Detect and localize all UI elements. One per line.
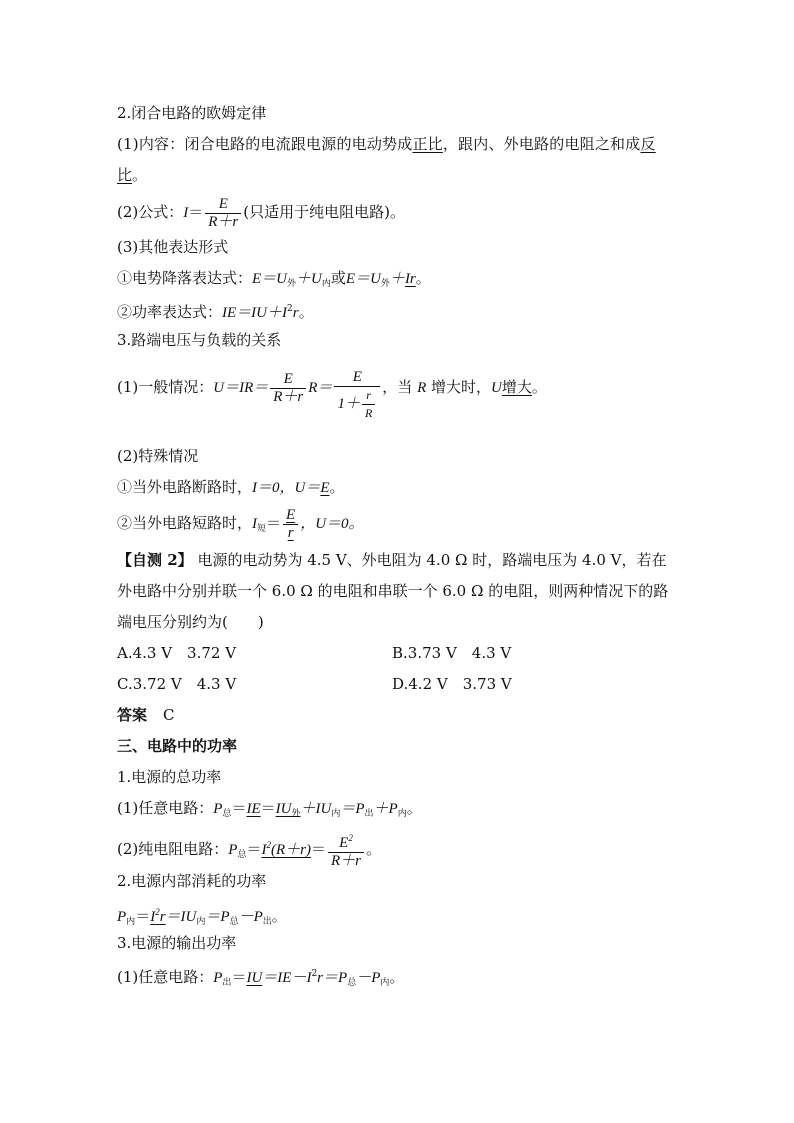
option-text: D.4.2 V 3.73 V [392, 675, 512, 693]
text: 3.电源的输出功率 [117, 934, 237, 952]
text: 1.电源的总功率 [117, 768, 222, 786]
math: (R＋r) [270, 842, 311, 858]
option-b [392, 643, 511, 663]
math: E＝U [345, 271, 381, 287]
fraction-answer [283, 507, 298, 542]
math: －P [238, 909, 263, 925]
formula-total-pure [117, 825, 381, 875]
denominator: r [287, 524, 294, 541]
superscript: 2 [348, 833, 353, 843]
math: I [183, 205, 189, 221]
superscript: 2 [287, 304, 293, 314]
answer-label: 答案 [117, 706, 148, 724]
math: P [117, 909, 127, 925]
answer-blank [150, 909, 165, 925]
subscript: 内 [397, 809, 407, 819]
subscript: 总 [237, 850, 247, 860]
text: 。 [329, 478, 345, 496]
fraction [334, 369, 380, 422]
content-line-2 [117, 165, 147, 185]
content-line-power-expr [117, 299, 314, 323]
answer-blank: 比 [117, 166, 133, 184]
content-line-1 [117, 134, 656, 154]
text: 。 [271, 907, 287, 925]
subscript: 内 [380, 978, 390, 988]
math: ＝IU [165, 909, 197, 925]
subscript: 内 [196, 917, 206, 927]
text: (2)纯电阻电路： [117, 840, 229, 858]
math: ＝IE－I [262, 970, 312, 986]
section-heading-power [117, 736, 237, 756]
text: 外电路中分别并联一个 6.0 Ω 的电阻和串联一个 6.0 Ω 的电阻，则两种情况下的路 [117, 582, 669, 600]
text: 端电压分别约为( ) [117, 613, 264, 631]
text: 增大时， [426, 378, 492, 396]
subscript: 总 [222, 809, 232, 819]
text: 。 [365, 840, 381, 858]
text: (1)一般情况： [117, 378, 214, 396]
math: ＝P [205, 909, 230, 925]
text: 。 [406, 799, 422, 817]
subscript: 出 [262, 917, 272, 927]
math: IU [275, 801, 292, 817]
fraction [328, 830, 364, 870]
math: I [261, 842, 267, 858]
math: I＝0，U＝ [252, 480, 321, 496]
math: E＝U [252, 271, 288, 287]
answer-blank: IU [246, 970, 263, 986]
content-line-voltage-drop [117, 268, 431, 294]
numerator: E [334, 369, 380, 387]
formula-total-any [117, 798, 422, 824]
denominator [334, 387, 380, 422]
numerator: E [205, 196, 241, 214]
option-a [117, 643, 236, 663]
math: ＋U [296, 271, 322, 287]
subscript: 外 [291, 809, 301, 819]
superscript: 2 [155, 907, 160, 917]
math: P [213, 970, 223, 986]
fraction [270, 371, 306, 406]
answer-blank: 正比 [412, 135, 443, 153]
numerator: r [362, 387, 375, 405]
math: ＋IU [300, 801, 332, 817]
text: (1)内容：闭合电路的电流跟电源的电动势成 [117, 135, 413, 153]
option-c [117, 674, 236, 694]
text: 。 [298, 303, 314, 321]
text: (3)其他表达形式 [117, 238, 229, 256]
answer-blank: E [320, 480, 330, 496]
text: ，跟内、外电路的电阻之和成 [442, 135, 641, 153]
numerator [328, 830, 364, 853]
text: ①当外电路断路时， [117, 478, 253, 496]
formula-line-general [117, 362, 547, 422]
quiz-line-1 [117, 550, 667, 570]
answer-blank [276, 799, 301, 817]
math: ＝ [135, 907, 151, 925]
subscript: 出 [222, 978, 232, 988]
superscript: 2 [266, 840, 271, 850]
math: 1＋ [337, 396, 360, 412]
formula-internal [117, 902, 287, 932]
answer-blank: 增大 [501, 378, 532, 396]
denominator: R＋r [273, 388, 304, 405]
formula-output-any [117, 964, 404, 993]
math: －P [356, 970, 381, 986]
heading-text: 3.路端电压与负载的关系 [117, 331, 282, 349]
content-line-other-forms [117, 237, 228, 257]
text: ②功率表达式： [117, 303, 223, 321]
math: P [213, 801, 223, 817]
heading-text: 三、电路中的功率 [117, 737, 238, 755]
answer-line [117, 705, 175, 725]
text: 。 [389, 968, 405, 986]
denominator: R＋r [208, 213, 239, 230]
math: I [252, 516, 258, 532]
subscript: 短 [257, 524, 267, 534]
text: 。 [415, 269, 431, 287]
text: 。 [531, 378, 547, 396]
math: ＝P [340, 801, 365, 817]
math: ＝ [246, 840, 262, 858]
math: E [339, 835, 349, 851]
text: 或 [330, 269, 346, 287]
option-text: C.3.72 V 4.3 V [117, 675, 237, 693]
text: (2)特殊情况 [117, 447, 199, 465]
subscript: 出 [364, 809, 374, 819]
text: ①电势降落表达式： [117, 269, 253, 287]
subheading-internal-power [117, 871, 266, 891]
quiz-line-2 [117, 581, 668, 601]
quiz-line-3 [117, 612, 264, 632]
subscript: 外 [380, 279, 390, 289]
fraction [205, 196, 241, 231]
text: (只适用于纯电阻电路)。 [243, 203, 405, 221]
subscript: 总 [347, 978, 357, 988]
section-heading-terminal-voltage [117, 330, 281, 350]
subscript: 内 [321, 279, 331, 289]
content-line-special [117, 446, 198, 466]
math: ＋P [373, 801, 398, 817]
subheading-total-power [117, 767, 221, 787]
text: (1)任意电路： [117, 968, 214, 986]
subheading-output-power [117, 933, 236, 953]
denominator: R＋r [330, 853, 361, 869]
math: ＝ [231, 799, 247, 817]
answer-blank: 反 [640, 135, 656, 153]
answer-blank: Ir [404, 271, 416, 287]
math: ＝ [266, 514, 282, 532]
option-text: B.3.73 V 4.3 V [392, 644, 512, 662]
math: r [159, 909, 166, 925]
text: ，当 [382, 378, 418, 396]
math: ＝ [188, 203, 204, 221]
answer-blank: IE [246, 801, 261, 817]
formula-line [117, 192, 405, 233]
option-text: A.4.3 V 3.72 V [117, 644, 237, 662]
math: R [417, 380, 427, 396]
subscript: 内 [126, 917, 136, 927]
math: U [491, 380, 502, 396]
math: r＝P [317, 970, 348, 986]
denominator: R [364, 406, 373, 421]
content-line-open-circuit [117, 477, 345, 498]
math: ＝ [310, 840, 326, 858]
math: ＝ [231, 968, 247, 986]
subscript: 总 [229, 917, 239, 927]
text: 2.电源内部消耗的功率 [117, 872, 267, 890]
math: P [228, 842, 238, 858]
answer-value: C [163, 706, 175, 724]
text: (1)任意电路： [117, 799, 214, 817]
text: (2)公式： [117, 203, 184, 221]
text: 。 [132, 166, 148, 184]
numerator: E [270, 371, 306, 389]
section-heading-ohms-law [117, 103, 266, 123]
math: ＋ [389, 271, 405, 287]
heading-text: 2.闭合电路的欧姆定律 [117, 104, 267, 122]
quiz-tag: 【自测 2】 [117, 551, 193, 569]
math: ＝ [260, 799, 276, 817]
subscript: 外 [287, 279, 297, 289]
math: ，U＝0。 [300, 516, 364, 532]
math: r [292, 305, 299, 321]
subscript: 内 [331, 809, 341, 819]
nested-fraction [362, 387, 375, 422]
math: U＝IR＝ [213, 380, 269, 396]
math: I [150, 909, 156, 925]
text: ②当外电路短路时， [117, 514, 253, 532]
superscript: 2 [311, 969, 318, 979]
content-line-short-circuit [117, 503, 364, 549]
option-d [392, 674, 512, 694]
answer-blank [261, 842, 311, 858]
text: 电源的电动势为 4.5 V、外电阻为 4.0 Ω 时，路端电压为 4.0 V，若在 [192, 551, 667, 569]
math: R＝ [308, 380, 333, 396]
math: IE＝IU＋I [222, 305, 287, 321]
numerator: E [283, 507, 298, 525]
